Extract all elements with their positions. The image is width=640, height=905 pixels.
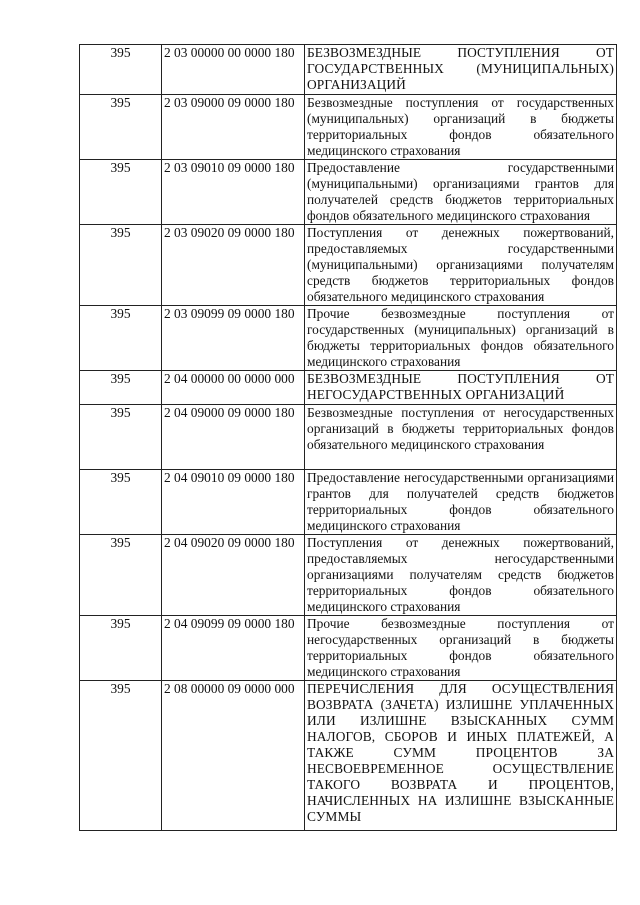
- admin-code-cell: 395: [80, 160, 162, 225]
- table-row: [80, 535, 617, 616]
- admin-code-cell: 395: [80, 405, 162, 470]
- admin-code-cell: 395: [80, 535, 162, 616]
- table-row: [80, 95, 617, 160]
- name-cell: БЕЗВОЗМЕЗДНЫЕ ПОСТУПЛЕНИЯ ОТ НЕГОСУДАРСТВЕННЫХ ОРГАНИЗАЦИЙ: [305, 371, 617, 405]
- table-row: [80, 616, 617, 681]
- budget-code-cell: 2 03 00000 00 0000 180: [162, 45, 305, 95]
- budget-code-cell: 2 04 00000 00 0000 000: [162, 371, 305, 405]
- name-cell: Прочие безвозмездные поступления от государственных (муниципальных) организаций в бюджеты территориальных фондов обязательного медицинского страхования: [305, 306, 617, 371]
- name-cell: Поступления от денежных пожертвований, предоставляемых негосударственными организациями получателям средств бюджетов территориальных фондов обязательного медицинского страхования: [305, 535, 617, 616]
- name-cell: Безвозмездные поступления от негосударственных организаций в бюджеты территориальных фондов обязательного медицинского страхования: [305, 405, 617, 470]
- budget-code-cell: 2 03 09099 09 0000 180: [162, 306, 305, 371]
- admin-code-cell: 395: [80, 371, 162, 405]
- table-row: [80, 45, 617, 95]
- admin-code-cell: 395: [80, 681, 162, 831]
- budget-code-cell: 2 03 09000 09 0000 180: [162, 95, 305, 160]
- name-cell: Безвозмездные поступления от государственных (муниципальных) организаций в бюджеты территориальных фондов обязательного медицинского страхования: [305, 95, 617, 160]
- table-row: [80, 681, 617, 831]
- budget-code-cell: 2 04 09099 09 0000 180: [162, 616, 305, 681]
- name-cell: БЕЗВОЗМЕЗДНЫЕ ПОСТУПЛЕНИЯ ОТ ГОСУДАРСТВЕННЫХ (МУНИЦИПАЛЬНЫХ) ОРГАНИЗАЦИЙ: [305, 45, 617, 95]
- name-cell: Поступления от денежных пожертвований, предоставляемых государственными (муниципальными) организациями получателям средств бюджетов территориальных фондов обязательного медицинского страхования: [305, 225, 617, 306]
- name-cell: ПЕРЕЧИСЛЕНИЯ ДЛЯ ОСУЩЕСТВЛЕНИЯ ВОЗВРАТА (ЗАЧЕТА) ИЗЛИШНЕ УПЛАЧЕННЫХ ИЛИ ИЗЛИШНЕ ВЗЫСКАННЫХ СУММ НАЛОГОВ, СБОРОВ И ИНЫХ ПЛАТЕЖЕЙ, А ТАКЖЕ СУММ ПРОЦЕНТОВ ЗА НЕСВОЕВРЕМЕННОЕ ОСУЩЕСТВЛЕНИЕ ТАКОГО ВОЗВРАТА И ПРОЦЕНТОВ, НАЧИСЛЕННЫХ НА ИЗЛИШНЕ ВЗЫСКАННЫЕ СУММЫ: [305, 681, 617, 831]
- budget-code-cell: 2 03 09010 09 0000 180: [162, 160, 305, 225]
- admin-code-cell: 395: [80, 616, 162, 681]
- name-cell: Предоставление государственными (муниципальными) организациями грантов для получателей средств бюджетов территориальных фондов обязательного медицинского страхования: [305, 160, 617, 225]
- table-row: [80, 405, 617, 470]
- table-row: [80, 225, 617, 306]
- table-row: [80, 371, 617, 405]
- table-row: [80, 160, 617, 225]
- admin-code-cell: 395: [80, 306, 162, 371]
- admin-code-cell: 395: [80, 225, 162, 306]
- admin-code-cell: 395: [80, 95, 162, 160]
- budget-code-cell: 2 08 00000 09 0000 000: [162, 681, 305, 831]
- table-row: [80, 470, 617, 535]
- budget-code-cell: 2 04 09020 09 0000 180: [162, 535, 305, 616]
- admin-code-cell: 395: [80, 470, 162, 535]
- revenue-codes-table: [79, 44, 617, 831]
- admin-code-cell: 395: [80, 45, 162, 95]
- budget-code-cell: 2 04 09000 09 0000 180: [162, 405, 305, 470]
- name-cell: Предоставление негосударственными организациями грантов для получателей средств бюджетов территориальных фондов обязательного медицинского страхования: [305, 470, 617, 535]
- budget-code-cell: 2 03 09020 09 0000 180: [162, 225, 305, 306]
- table-row: [80, 306, 617, 371]
- budget-code-cell: 2 04 09010 09 0000 180: [162, 470, 305, 535]
- name-cell: Прочие безвозмездные поступления от негосударственных организаций в бюджеты территориальных фондов обязательного медицинского страхования: [305, 616, 617, 681]
